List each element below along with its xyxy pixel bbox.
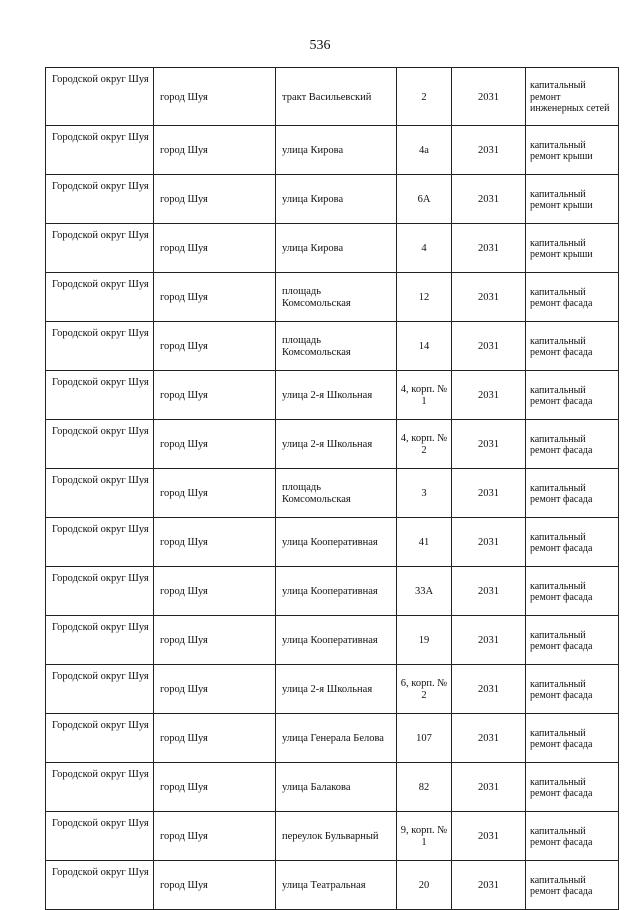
municipality-cell: Городской округ Шуя [46, 469, 154, 518]
settlement-cell: город Шуя [154, 763, 276, 812]
municipality-cell: Городской округ Шуя [46, 616, 154, 665]
house-number-cell: 2 [397, 68, 452, 126]
street-cell: улица Кооперативная [276, 567, 397, 616]
work-type-cell: капитальный ремонт фасада [526, 273, 619, 322]
year-cell: 2031 [452, 812, 526, 861]
street-cell: улица 2-я Школьная [276, 420, 397, 469]
work-type-cell: капитальный ремонт инженерных сетей [526, 68, 619, 126]
year-cell: 2031 [452, 567, 526, 616]
work-type-cell: капитальный ремонт фасада [526, 420, 619, 469]
street-cell: улица Кооперативная [276, 518, 397, 567]
municipality-cell: Городской округ Шуя [46, 371, 154, 420]
street-cell: площадь Комсомольская [276, 322, 397, 371]
year-cell: 2031 [452, 518, 526, 567]
street-cell: площадь Комсомольская [276, 273, 397, 322]
work-type-cell: капитальный ремонт фасада [526, 518, 619, 567]
work-type-cell: капитальный ремонт крыши [526, 126, 619, 175]
street-cell: улица Кооперативная [276, 616, 397, 665]
year-cell: 2031 [452, 616, 526, 665]
settlement-cell: город Шуя [154, 518, 276, 567]
settlement-cell: город Шуя [154, 126, 276, 175]
work-type-cell: капитальный ремонт фасада [526, 371, 619, 420]
house-number-cell: 4, корп. № 2 [397, 420, 452, 469]
municipality-cell: Городской округ Шуя [46, 714, 154, 763]
table-row [46, 273, 619, 322]
house-number-cell: 33А [397, 567, 452, 616]
municipality-cell: Городской округ Шуя [46, 763, 154, 812]
work-type-cell: капитальный ремонт фасада [526, 322, 619, 371]
house-number-cell: 41 [397, 518, 452, 567]
municipality-cell: Городской округ Шуя [46, 665, 154, 714]
table-row [46, 420, 619, 469]
table-row [46, 518, 619, 567]
work-type-cell: капитальный ремонт фасада [526, 861, 619, 910]
settlement-cell: город Шуя [154, 322, 276, 371]
house-number-cell: 6А [397, 175, 452, 224]
house-number-cell: 6, корп. № 2 [397, 665, 452, 714]
street-cell: тракт Васильевский [276, 68, 397, 126]
year-cell: 2031 [452, 224, 526, 273]
settlement-cell: город Шуя [154, 665, 276, 714]
municipality-cell: Городской округ Шуя [46, 567, 154, 616]
house-number-cell: 14 [397, 322, 452, 371]
settlement-cell: город Шуя [154, 68, 276, 126]
municipality-cell: Городской округ Шуя [46, 126, 154, 175]
table-row [46, 371, 619, 420]
table-row [46, 665, 619, 714]
settlement-cell: город Шуя [154, 469, 276, 518]
table-body [46, 68, 619, 910]
settlement-cell: город Шуя [154, 812, 276, 861]
settlement-cell: город Шуя [154, 371, 276, 420]
year-cell: 2031 [452, 68, 526, 126]
street-cell: улица Театральная [276, 861, 397, 910]
municipality-cell: Городской округ Шуя [46, 420, 154, 469]
table-row [46, 68, 619, 126]
year-cell: 2031 [452, 469, 526, 518]
work-type-cell: капитальный ремонт крыши [526, 175, 619, 224]
work-type-cell: капитальный ремонт фасада [526, 616, 619, 665]
page-number: 536 [309, 38, 331, 53]
settlement-cell: город Шуя [154, 616, 276, 665]
year-cell: 2031 [452, 273, 526, 322]
table-row [46, 224, 619, 273]
settlement-cell: город Шуя [154, 861, 276, 910]
settlement-cell: город Шуя [154, 273, 276, 322]
work-type-cell: капитальный ремонт крыши [526, 224, 619, 273]
municipality-cell: Городской округ Шуя [46, 861, 154, 910]
work-type-cell: капитальный ремонт фасада [526, 665, 619, 714]
year-cell: 2031 [452, 665, 526, 714]
house-number-cell: 12 [397, 273, 452, 322]
house-number-cell: 4 [397, 224, 452, 273]
work-type-cell: капитальный ремонт фасада [526, 714, 619, 763]
street-cell: улица Балакова [276, 763, 397, 812]
house-number-cell: 19 [397, 616, 452, 665]
street-cell: улица Кирова [276, 224, 397, 273]
table-row [46, 714, 619, 763]
work-type-cell: капитальный ремонт фасада [526, 469, 619, 518]
settlement-cell: город Шуя [154, 714, 276, 763]
street-cell: улица 2-я Школьная [276, 371, 397, 420]
table-row [46, 175, 619, 224]
municipality-cell: Городской округ Шуя [46, 322, 154, 371]
municipality-cell: Городской округ Шуя [46, 224, 154, 273]
municipality-cell: Городской округ Шуя [46, 812, 154, 861]
street-cell: площадь Комсомольская [276, 469, 397, 518]
street-cell: улица Кирова [276, 126, 397, 175]
settlement-cell: город Шуя [154, 567, 276, 616]
year-cell: 2031 [452, 714, 526, 763]
house-number-cell: 9, корп. № 1 [397, 812, 452, 861]
table-row [46, 567, 619, 616]
house-number-cell: 4а [397, 126, 452, 175]
table-row [46, 861, 619, 910]
municipality-cell: Городской округ Шуя [46, 68, 154, 126]
table-row [46, 469, 619, 518]
year-cell: 2031 [452, 322, 526, 371]
work-type-cell: капитальный ремонт фасада [526, 812, 619, 861]
repair-schedule-table [45, 67, 619, 910]
work-type-cell: капитальный ремонт фасада [526, 763, 619, 812]
street-cell: улица Генерала Белова [276, 714, 397, 763]
table-row [46, 126, 619, 175]
settlement-cell: город Шуя [154, 420, 276, 469]
street-cell: улица Кирова [276, 175, 397, 224]
year-cell: 2031 [452, 763, 526, 812]
year-cell: 2031 [452, 420, 526, 469]
year-cell: 2031 [452, 371, 526, 420]
settlement-cell: город Шуя [154, 175, 276, 224]
table-row [46, 616, 619, 665]
year-cell: 2031 [452, 175, 526, 224]
house-number-cell: 3 [397, 469, 452, 518]
street-cell: переулок Бульварный [276, 812, 397, 861]
table-row [46, 322, 619, 371]
house-number-cell: 107 [397, 714, 452, 763]
house-number-cell: 20 [397, 861, 452, 910]
municipality-cell: Городской округ Шуя [46, 175, 154, 224]
work-type-cell: капитальный ремонт фасада [526, 567, 619, 616]
year-cell: 2031 [452, 861, 526, 910]
table-row [46, 763, 619, 812]
municipality-cell: Городской округ Шуя [46, 518, 154, 567]
year-cell: 2031 [452, 126, 526, 175]
municipality-cell: Городской округ Шуя [46, 273, 154, 322]
house-number-cell: 82 [397, 763, 452, 812]
settlement-cell: город Шуя [154, 224, 276, 273]
street-cell: улица 2-я Школьная [276, 665, 397, 714]
house-number-cell: 4, корп. № 1 [397, 371, 452, 420]
table-row [46, 812, 619, 861]
